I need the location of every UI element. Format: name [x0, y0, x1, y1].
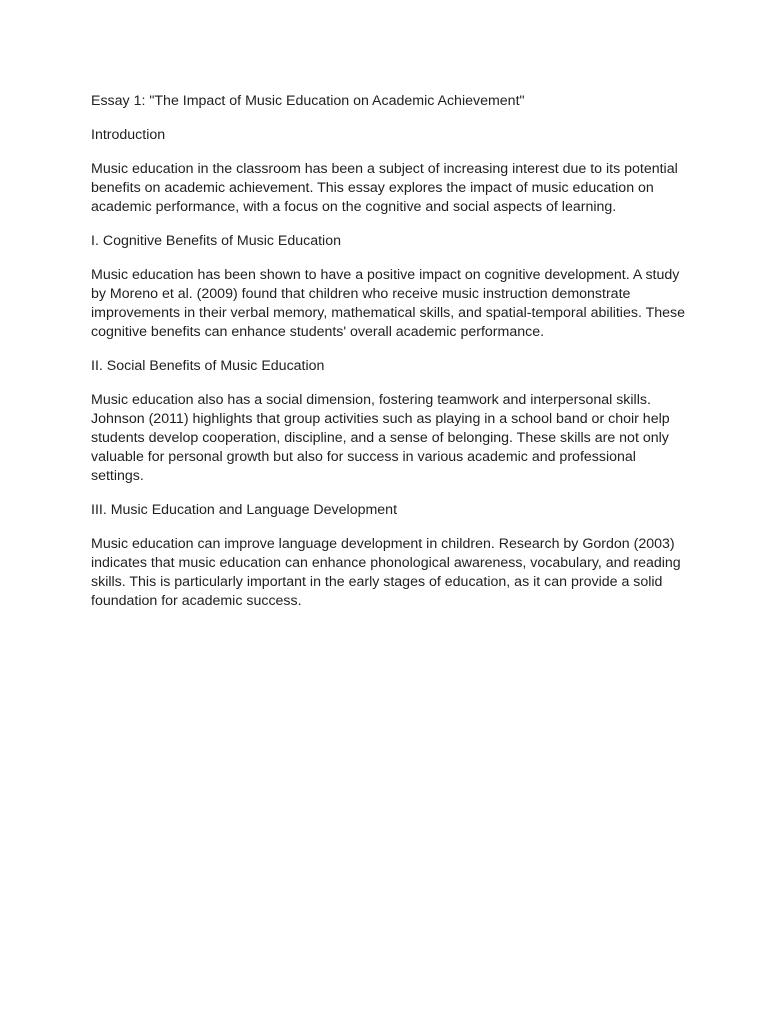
document-title: Essay 1: "The Impact of Music Education on Academic Achievement" — [91, 93, 525, 109]
introduction-paragraph: Music education in the classroom has been a subject of increasing interest due to its potential benefits on academic achievement. This essay explores the impact of music education on academic performance, with a focus on the cognitive and social aspects of learning. — [91, 161, 678, 215]
section-heading-language: III. Music Education and Language Development — [91, 502, 398, 518]
section-heading-social: II. Social Benefits of Music Education — [91, 358, 325, 374]
document-body — [91, 92, 691, 626]
section-paragraph-language: Music education can improve language development in children. Research by Gordon (2003) indicates that music education can enhance phonological awareness, vocabulary, and reading skills. This is particularly important in the early stages of education, as it can provide a solid foundation for academic success. — [91, 536, 681, 609]
section-paragraph-social: Music education also has a social dimension, fostering teamwork and interpersonal skills. Johnson (2011) highlights that group activities such as playing in a school band or choir help students develop cooperation, discipline, and a sense of belonging. These skills are not only valuable for personal growth but also for success in various academic and professional settings. — [91, 392, 670, 484]
introduction-heading: Introduction — [91, 127, 166, 143]
section-heading-cognitive: I. Cognitive Benefits of Music Education — [91, 233, 341, 249]
section-paragraph-cognitive: Music education has been shown to have a positive impact on cognitive development. A study by Moreno et al. (2009) found that children who receive music instruction demonstrate improvements in their verbal memory, mathematical skills, and spatial-temporal abilities. These cognitive benefits can enhance students' overall academic performance. — [91, 267, 686, 340]
